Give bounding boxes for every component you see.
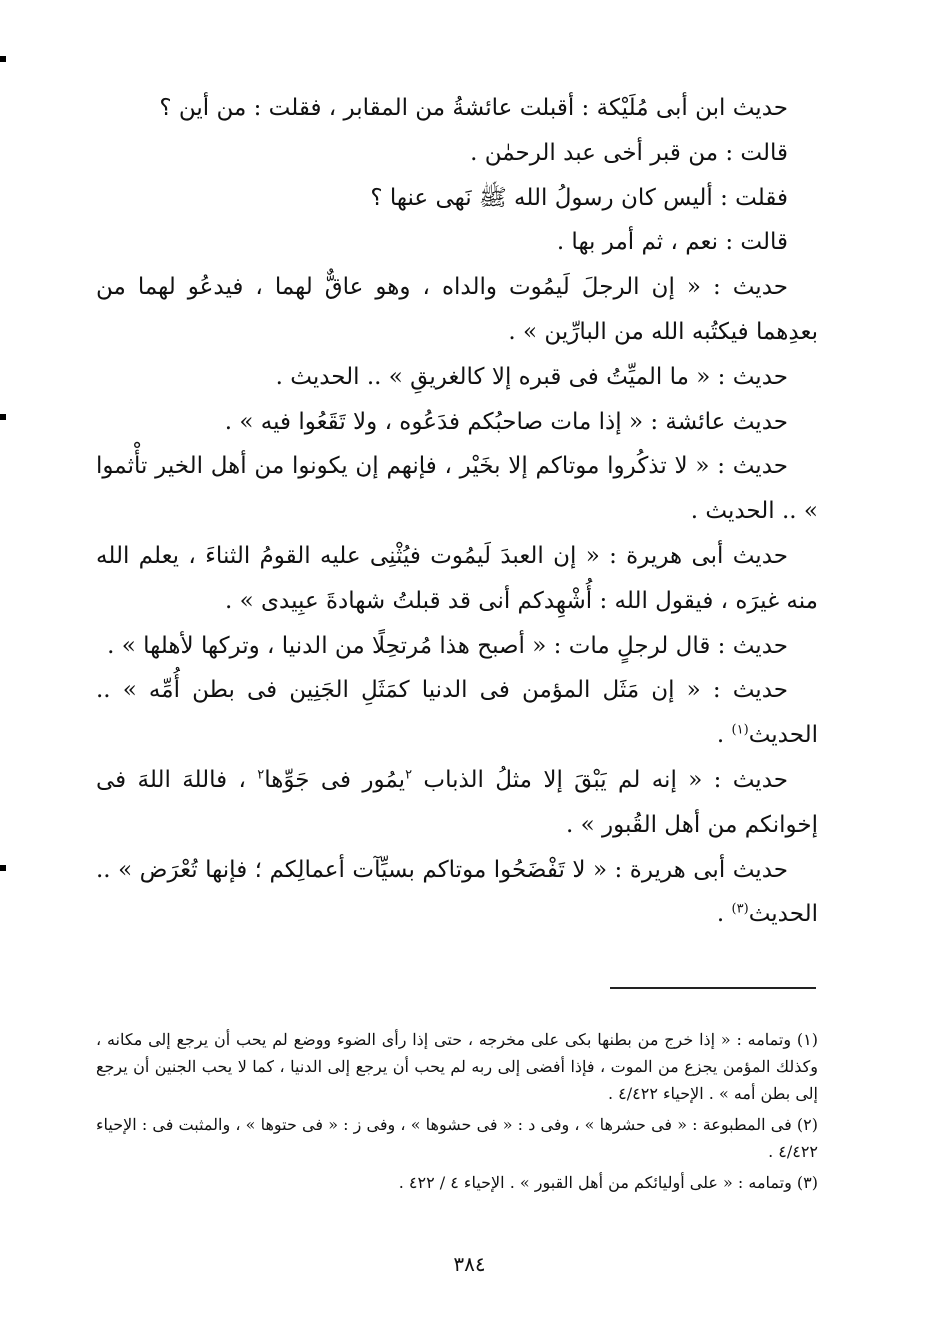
paragraph-text: حديث : « إن مَثَل المؤمن فى الدنيا كمَثَلِ الجَنِين فى بطن أُمِّه » .. الحديث [96,677,818,749]
paragraph [96,758,818,848]
paragraph: حديث ابن أبى مُلَيْكة : أقبلت عائشةُ من المقابر ، فقلت : من أين ؟ [159,95,788,121]
paragraph: قالت : نعم ، ثم أمر بها . [556,229,788,256]
footnote-marker: (١) [731,722,749,738]
paragraph: حديث : « ما الميِّتُ فى قبره إلا كالغريقِ » .. الحديث . [275,363,788,390]
paragraph: حديث أبى هريرة : « إن العبدَ لَيمُوت فيُثْنِى عليه القومُ الثناءَ ، يعلم الله منه غيرَه ، فيقول الله : أُشْهِدكم أنى قد قبلتُ شهادةَ عبِيدى » . [96,542,818,614]
margin-mark [0,414,6,420]
footnote: (٢) فى المطبوعة : « فى حشرها » ، وفى د : « فى حشوها » ، وفى ز : « فى حتوها » ، والمثبت فى : الإحياء ٤/٤٢٢ . [96,1115,818,1161]
period: . [716,722,725,749]
footnote-marker: (٣) [731,901,749,917]
footnote: (١) وتمامه : « إذا خرج من بطنها بكى على مخرجه ، حتى إذا رأى الضوء ووضع لم يحب أن يرجع إلى مكانه ، وكذلك المؤمن يجزع من الموت ، فإذا أفضى إلى ربه لم يحب أن يرجع إلى الدنيا ، كما لا يحب الجنين أن يرجع إلى بطن أمه » . الإحياء ٤/٤٢٢ . [96,1030,818,1103]
footnotes [96,1026,818,1200]
paragraph-text: يمُور فى جَوِّها [264,766,406,793]
variant-marker-close: ٢ [257,767,265,783]
paragraph [96,668,818,758]
paragraph: حديث : « إن الرجلَ لَيمُوت والداه ، وهو عاقٌّ لهما ، فيدعُو لهما من بعدِهما فيكتُبه الله من البارِّين » . [96,274,818,345]
margin-mark [0,56,6,62]
paragraph: حديث : « لا تذكُروا موتاكم إلا بخَيْر ، فإنهم إن يكونوا من أهل الخير تأْثموا » .. الحديث . [96,453,818,525]
period: . [716,901,725,928]
page-number: ٣٨٤ [453,1252,486,1276]
variant-marker-open: ٢ [405,767,413,783]
margin-mark [0,865,6,871]
paragraph-text: حديث : « إنه لم يَبْقَ إلا مثلُ الذباب [412,766,788,793]
paragraph: فقلت : أليس كان رسولُ الله ﷺ نَهى عنها ؟ [370,184,788,211]
footnote: (٣) وتمامه : « على أوليائكم من أهل القبور » . الإحياء ٤ / ٤٢٢ . [398,1173,818,1192]
paragraph: قالت : من قبر أخى عبد الرحمٰن . [470,139,788,166]
paragraph: حديث عائشة : « إذا مات صاحبُكم فدَعُوه ، ولا تَقَعُوا فيه » . [224,408,788,435]
body-text [96,86,818,937]
footnote-separator [610,987,816,989]
paragraph-text: حديث أبى هريرة : « لا تَفْضَحُوا موتاكم بسيِّآت أعمالِكم ؛ فإنها تُعْرَض » .. الحديث [96,856,818,928]
paragraph: حديث : قال لرجلٍ مات : « أصبح هذا مُرتحِلًا من الدنيا ، وتركها لأهلها » . [107,632,788,659]
paragraph [96,848,818,938]
paragraph-text: ، فاللهَ اللهَ فى إخوانكم من أهل القُبور » . [96,766,818,838]
